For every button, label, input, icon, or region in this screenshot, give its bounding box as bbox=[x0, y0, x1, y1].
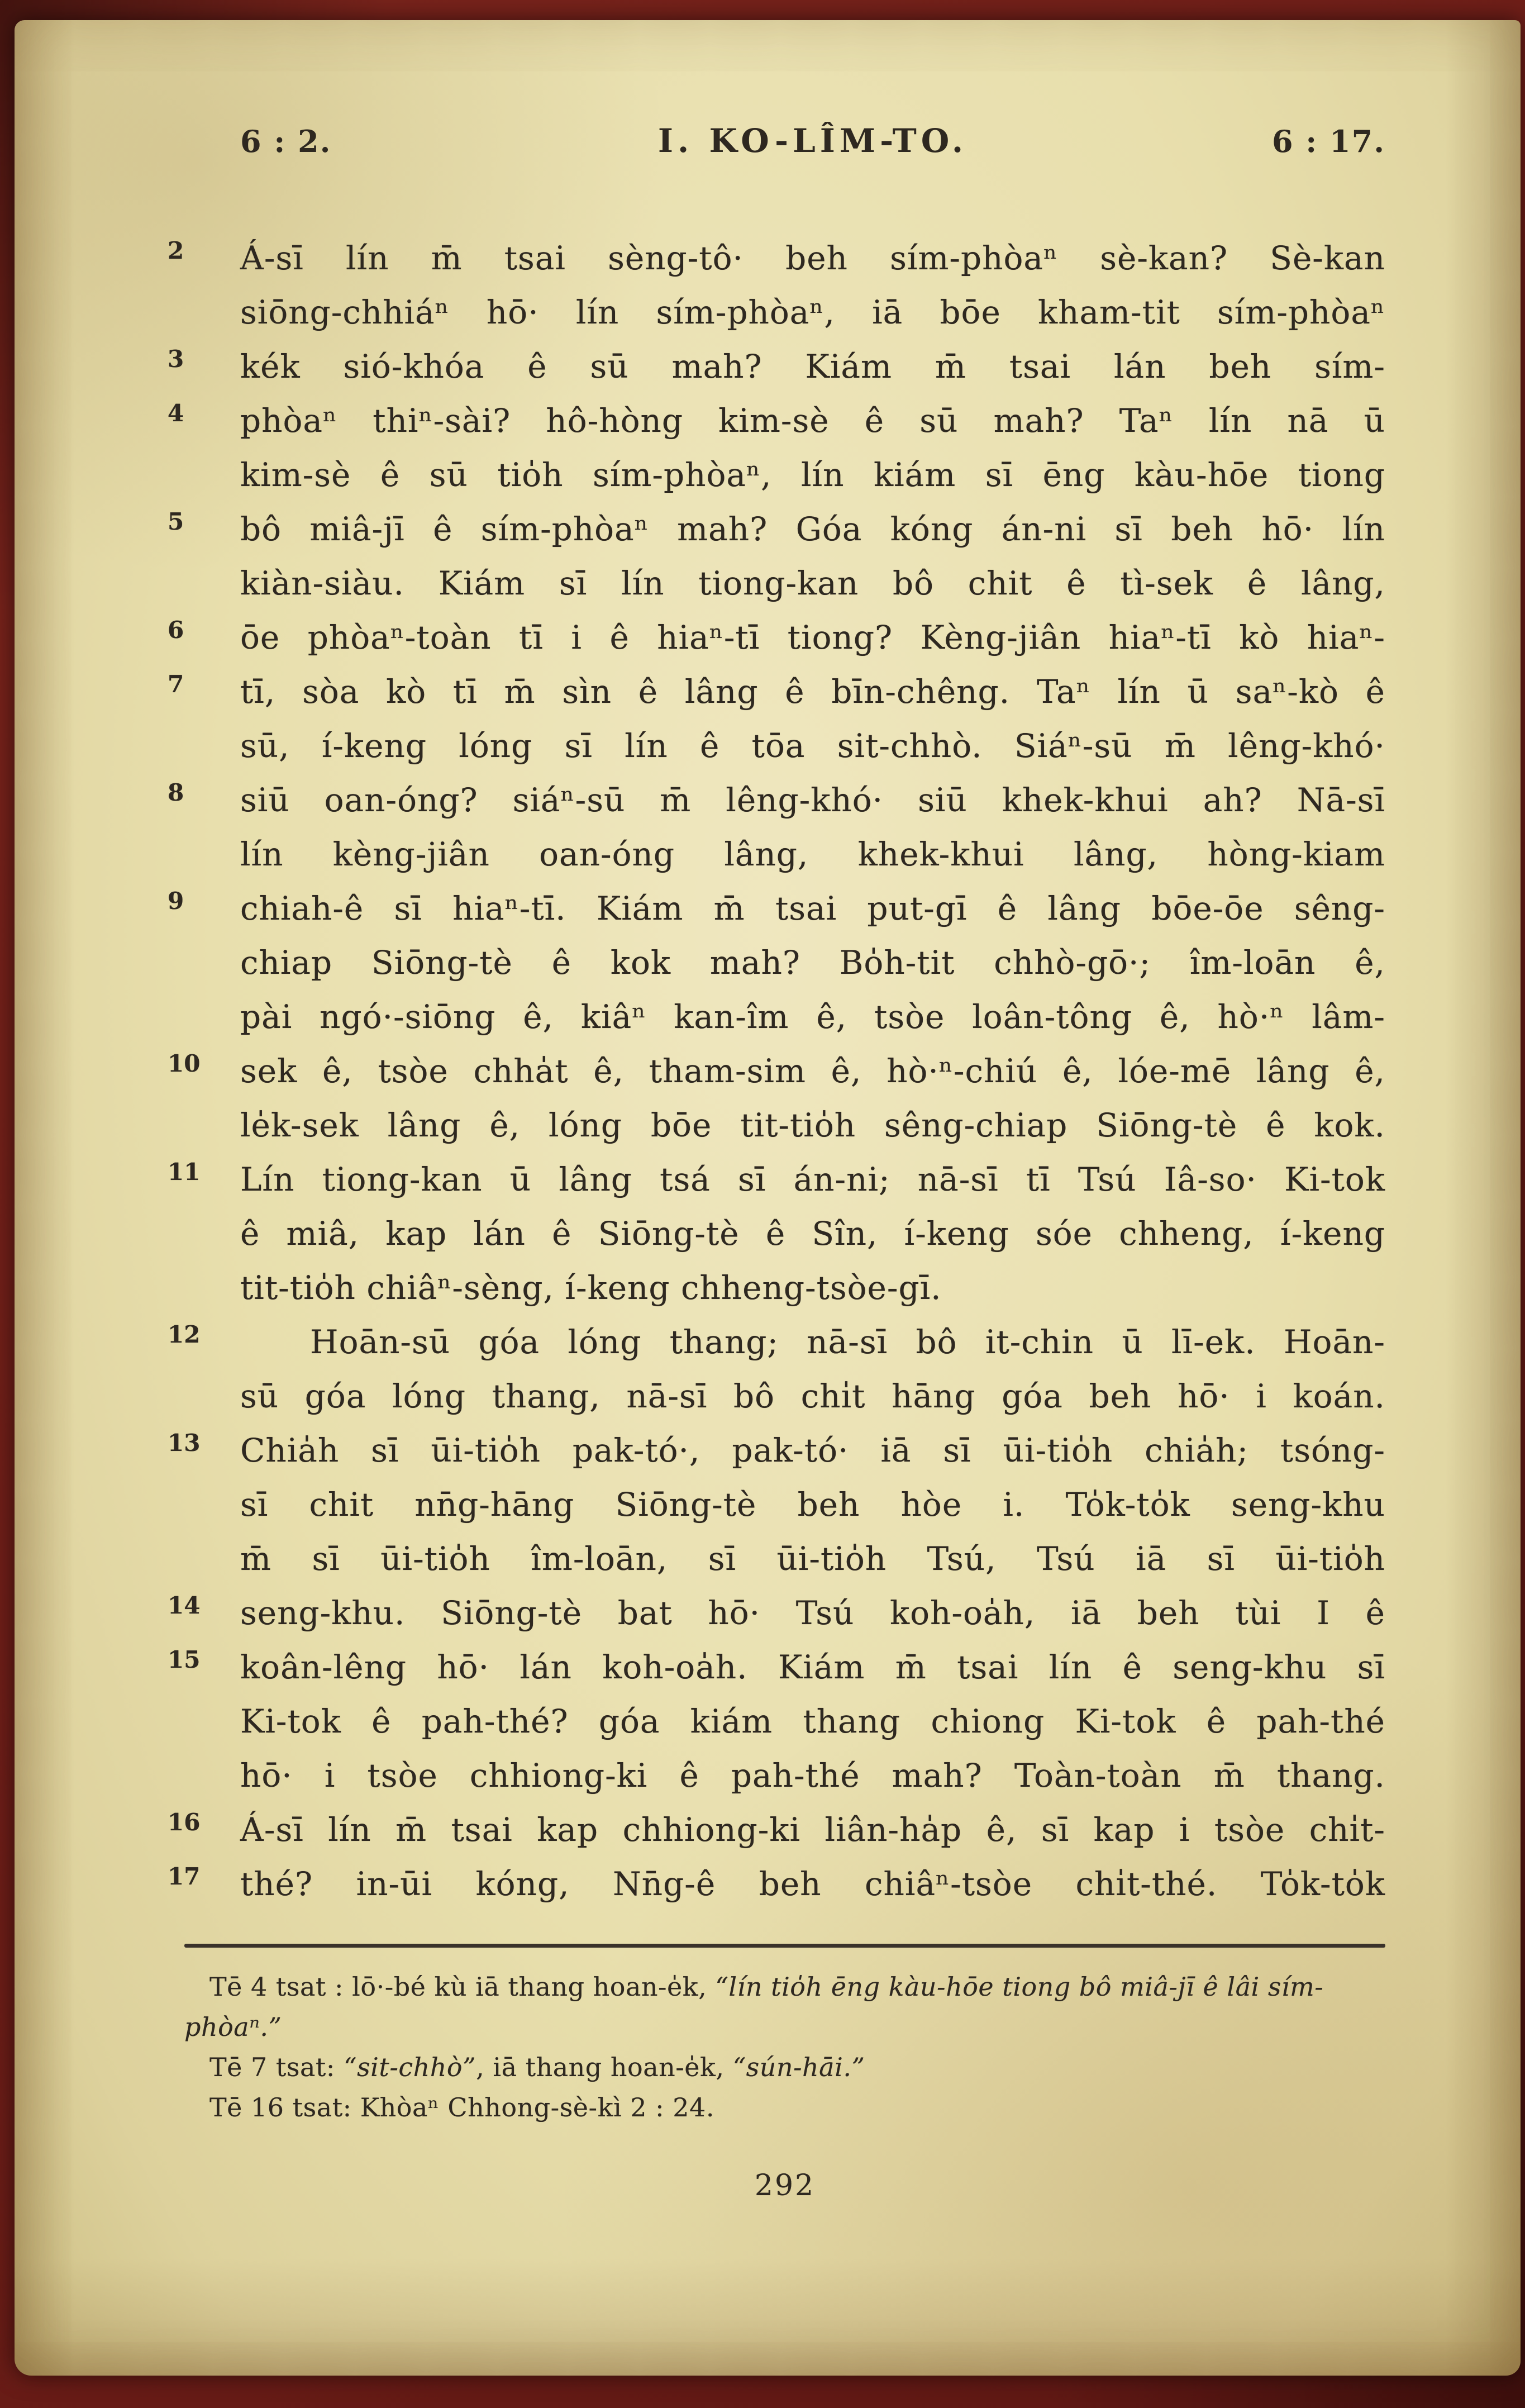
verse-number: 14 bbox=[168, 1592, 201, 1619]
footnote bbox=[184, 2047, 1385, 2087]
verse-line bbox=[240, 827, 1385, 882]
verse-line bbox=[168, 1640, 1385, 1695]
verse-line bbox=[240, 1098, 1385, 1153]
verse-text: siōng-chhiáⁿ hō· lín sím-phòaⁿ, iā bōe kham-tit sím-phòaⁿ bbox=[240, 293, 1385, 331]
verse-number: 9 bbox=[168, 887, 184, 915]
footnote-quote: “sún-hāi.” bbox=[732, 2052, 865, 2082]
verse-text: Á-sī lín m̄ tsai sèng-tô· beh sím-phòaⁿ sè-kan? Sè-kan bbox=[240, 239, 1385, 277]
verse-line bbox=[168, 394, 1385, 448]
verse-line bbox=[240, 1532, 1385, 1586]
verse-text: Á-sī lín m̄ tsai kap chhiong-ki liân-ha̍p ê, sī kap i tsòe chi̍t- bbox=[240, 1811, 1385, 1849]
verse-text: phòaⁿ thiⁿ-sài? hô-hòng kim-sè ê sū mah? Taⁿ lín nā ū bbox=[240, 402, 1385, 440]
verse-line bbox=[168, 1315, 1385, 1369]
verse-text: hō· i tsòe chhiong-ki ê pah-thé mah? Toàn-toàn m̄ thang. bbox=[240, 1757, 1385, 1795]
verse-text: seng-khu. Siōng-tè bat hō· Tsú koh-oa̍h, iā beh tùi I ê bbox=[240, 1594, 1385, 1632]
verse-line bbox=[240, 936, 1385, 990]
verse-text: bô miâ-jī ê sím-phòaⁿ mah? Góa kóng án-ni sī beh hō· lín bbox=[240, 510, 1385, 548]
verse-text: le̍k-sek lâng ê, lóng bōe tit-tio̍h sêng-chiap Siōng-tè ê kok. bbox=[240, 1106, 1385, 1144]
verse-line bbox=[168, 1044, 1385, 1098]
verse-line bbox=[168, 1424, 1385, 1478]
verse-text: lín kèng-jiân oan-óng lâng, khek-khui lâng, hòng-kiam bbox=[240, 835, 1385, 873]
header-book-title: I. KO-LÎM-TO. bbox=[657, 122, 968, 160]
verse-number: 17 bbox=[168, 1863, 201, 1890]
verse-text: sū, í-keng lóng sī lín ê tōa sit-chhò. Siáⁿ-sū m̄ lêng-khó· bbox=[240, 727, 1385, 765]
book-page bbox=[15, 20, 1521, 2376]
verse-text: ōe phòaⁿ-toàn tī i ê hiaⁿ-tī tiong? Kèng-jiân hiaⁿ-tī kò hiaⁿ- bbox=[240, 618, 1385, 656]
verse-text: tit-tio̍h chiâⁿ-sèng, í-keng chheng-tsòe-gī. bbox=[240, 1269, 942, 1307]
verse-text: sū góa lóng thang, nā-sī bô chi̍t hāng góa beh hō· i koán. bbox=[240, 1377, 1385, 1415]
verse-line bbox=[240, 1207, 1385, 1261]
verse-line bbox=[240, 1749, 1385, 1803]
verse-line bbox=[168, 231, 1385, 285]
verse-number: 5 bbox=[168, 508, 184, 535]
verse-text: kim-sè ê sū tio̍h sím-phòaⁿ, lín kiám sī ēng kàu-hōe tiong bbox=[240, 456, 1385, 494]
scripture-text bbox=[168, 231, 1385, 1911]
verse-number: 11 bbox=[168, 1158, 201, 1186]
verse-number: 16 bbox=[168, 1809, 201, 1836]
footnote-quote: “lín tio̍h ēng kàu-hōe tiong bô miâ-jī ê lâi sím-phòaⁿ.” bbox=[184, 1972, 1324, 2042]
page-content bbox=[15, 20, 1521, 2202]
verse-text: chiap Siōng-tè ê kok mah? Bo̍h-tit chhò-gō·; îm-loān ê, bbox=[240, 944, 1385, 982]
verse-text: Lín tiong-kan ū lâng tsá sī án-ni; nā-sī tī Tsú Iâ-so· Ki-tok bbox=[240, 1160, 1385, 1198]
verse-number: 10 bbox=[168, 1050, 201, 1077]
footnote-text: Tē 4 tsat : lō·-bé kù iā thang hoan-e̍k, bbox=[209, 1972, 716, 2002]
header-right-reference: 6 : 17. bbox=[1271, 123, 1385, 159]
verse-line bbox=[168, 665, 1385, 719]
verse-number: 6 bbox=[168, 616, 184, 644]
verse-text: tī, sòa kò tī m̄ sìn ê lâng ê bīn-chêng. Taⁿ lín ū saⁿ-kò ê bbox=[240, 673, 1385, 711]
verse-text: Ki-tok ê pah-thé? góa kiám thang chiong Ki-tok ê pah-thé bbox=[240, 1702, 1385, 1740]
verse-text: pài ngó·-siōng ê, kiâⁿ kan-îm ê, tsòe loân-tông ê, hò·ⁿ lâm- bbox=[240, 998, 1385, 1036]
page-number: 292 bbox=[754, 2169, 816, 2202]
footnote bbox=[184, 2087, 1385, 2128]
verse-text: ê miâ, kap lán ê Siōng-tè ê Sîn, í-keng sóe chheng, í-keng bbox=[240, 1215, 1385, 1253]
verse-number: 3 bbox=[168, 345, 184, 373]
verse-line bbox=[240, 719, 1385, 773]
verse-text: siū oan-óng? siáⁿ-sū m̄ lêng-khó· siū khek-khui ah? Nā-sī bbox=[240, 781, 1385, 819]
verse-number: 15 bbox=[168, 1646, 201, 1673]
footnote bbox=[184, 1967, 1385, 2047]
verse-line bbox=[240, 1695, 1385, 1749]
verse-text: thé? in-ūi kóng, Nn̄g-ê beh chiâⁿ-tsòe chi̍t-thé. To̍k-to̍k bbox=[240, 1865, 1385, 1903]
footnote-text: , iā thang hoan-e̍k, bbox=[476, 2052, 733, 2082]
verse-text: kék sió-khóa ê sū mah? Kiám m̄ tsai lán beh sím- bbox=[240, 348, 1385, 386]
verse-line bbox=[240, 1261, 1385, 1315]
verse-line bbox=[168, 1803, 1385, 1857]
verse-line bbox=[240, 285, 1385, 340]
verse-text: sī chit nn̄g-hāng Siōng-tè beh hòe i. To̍k-to̍k seng-khu bbox=[240, 1486, 1385, 1524]
verse-line bbox=[168, 340, 1385, 394]
verse-text: Chia̍h sī ūi-tio̍h pak-tó·, pak-tó· iā sī ūi-tio̍h chia̍h; tsóng- bbox=[240, 1431, 1385, 1469]
footnotes-section bbox=[184, 1967, 1385, 2128]
verse-number: 13 bbox=[168, 1429, 201, 1457]
verse-number: 7 bbox=[168, 670, 184, 698]
verse-number: 8 bbox=[168, 779, 184, 806]
verse-text: Hoān-sū góa lóng thang; nā-sī bô it-chin ū lī-ek. Hoān- bbox=[310, 1323, 1385, 1361]
footnote-text: Tē 16 tsat: Khòaⁿ Chhong-sè-kì 2 : 24. bbox=[209, 2092, 714, 2123]
verse-number: 12 bbox=[168, 1321, 201, 1348]
verse-line bbox=[168, 1153, 1385, 1207]
verse-line bbox=[240, 1369, 1385, 1424]
verse-line bbox=[168, 611, 1385, 665]
verse-line bbox=[240, 990, 1385, 1044]
verse-text: koân-lêng hō· lán koh-oa̍h. Kiám m̄ tsai lín ê seng-khu sī bbox=[240, 1648, 1385, 1686]
verse-text: chiah-ê sī hiaⁿ-tī. Kiám m̄ tsai put-gī ê lâng bōe-ōe sêng- bbox=[240, 889, 1385, 927]
verse-line bbox=[240, 556, 1385, 611]
verse-line bbox=[168, 1857, 1385, 1911]
verse-text: sek ê, tsòe chha̍t ê, tham-sim ê, hò·ⁿ-chiú ê, lóe-mē lâng ê, bbox=[240, 1052, 1385, 1090]
verse-line bbox=[168, 773, 1385, 827]
verse-text: m̄ sī ūi-tio̍h îm-loān, sī ūi-tio̍h Tsú, Tsú iā sī ūi-tio̍h bbox=[240, 1540, 1385, 1578]
running-header bbox=[240, 122, 1385, 160]
verse-line bbox=[240, 1478, 1385, 1532]
verse-line bbox=[168, 502, 1385, 556]
verse-line bbox=[168, 1586, 1385, 1640]
verse-number: 2 bbox=[168, 237, 184, 264]
footnote-text: Tē 7 tsat: bbox=[209, 2052, 344, 2082]
footnote-quote: “sit-chhò” bbox=[344, 2052, 476, 2082]
verse-number: 4 bbox=[168, 399, 184, 427]
footnote-separator-rule bbox=[184, 1944, 1385, 1948]
verse-text: kiàn-siàu. Kiám sī lín tiong-kan bô chit ê tì-sek ê lâng, bbox=[240, 564, 1385, 602]
verse-line bbox=[240, 448, 1385, 502]
verse-line bbox=[168, 882, 1385, 936]
header-left-reference: 6 : 2. bbox=[240, 123, 332, 159]
